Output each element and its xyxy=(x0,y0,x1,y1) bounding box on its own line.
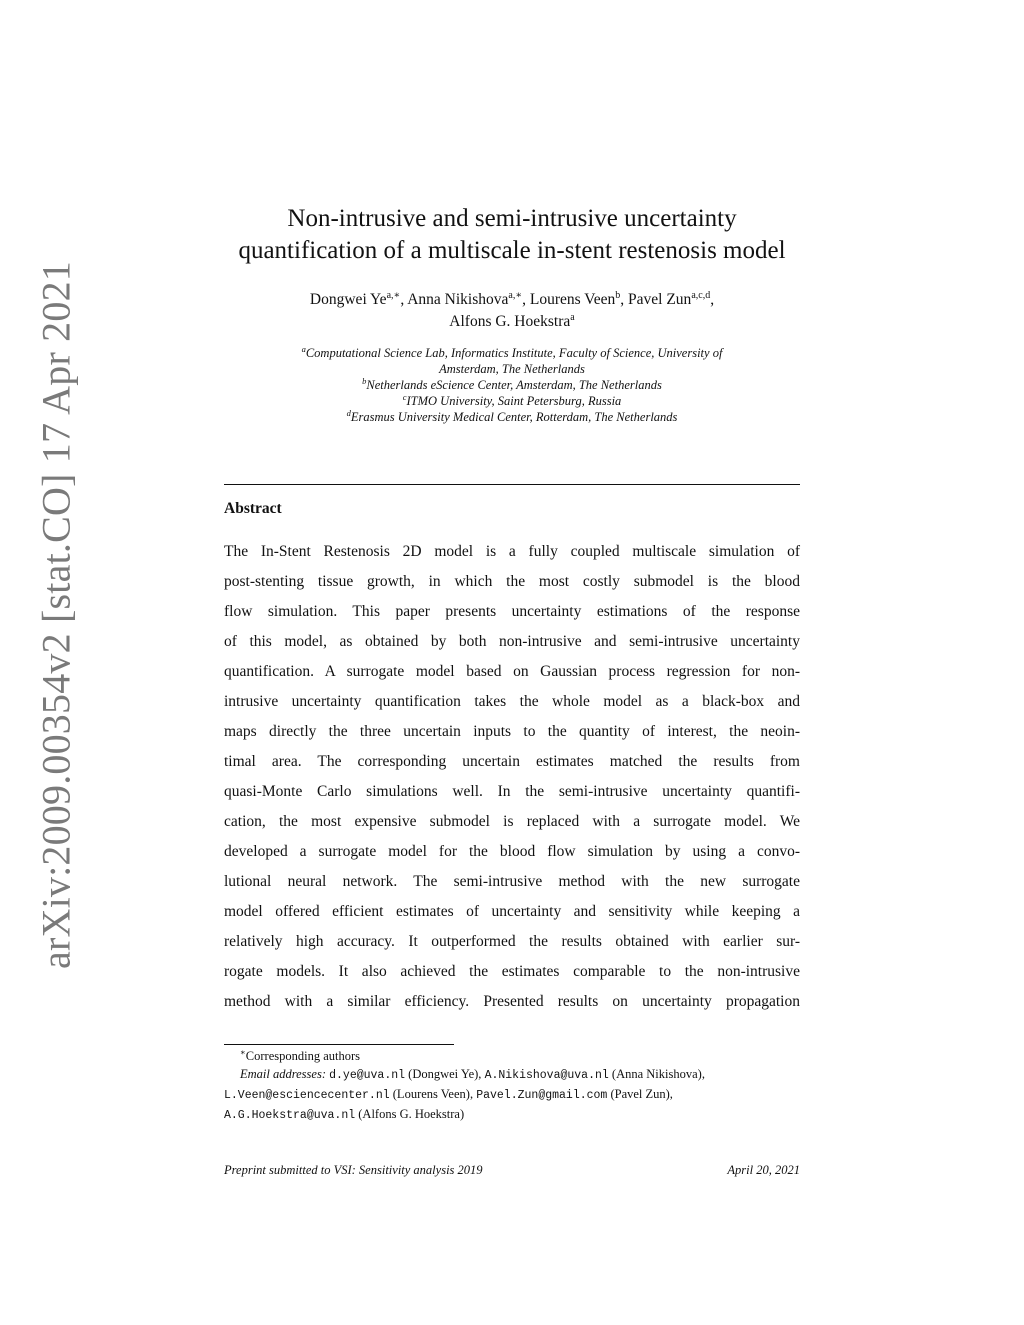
abstract-line: rogate models. It also achieved the estimates comparable to the non-intrusive xyxy=(224,963,800,980)
email-link[interactable]: A.G.Hoekstra@uva.nl xyxy=(224,1109,356,1122)
affiliation-b xyxy=(225,377,799,393)
footnote-emails xyxy=(224,1065,800,1085)
author-name: Alfons G. Hoekstra xyxy=(449,313,571,330)
email-owner: (Alfons G. Hoekstra) xyxy=(355,1107,465,1121)
affiliation-d xyxy=(225,409,799,425)
affiliation-mark: b xyxy=(362,375,367,386)
abstract-line: maps directly the three uncertain inputs to the quantity of interest, the neoin- xyxy=(224,723,800,740)
affiliation-mark: d xyxy=(346,407,351,418)
affiliation-mark: a xyxy=(301,343,306,354)
footnote-emails xyxy=(224,1085,800,1105)
abstract-line: post-stenting tissue growth, in which the most costly submodel is the blood xyxy=(224,573,800,590)
author-name: Anna Nikishova xyxy=(407,291,509,308)
abstract-line: timal area. The corresponding uncertain estimates matched the results from xyxy=(224,753,800,770)
footnotes xyxy=(224,1047,800,1125)
email-owner: (Pavel Zun), xyxy=(607,1087,673,1101)
preprint-date: April 20, 2021 xyxy=(727,1163,800,1177)
email-link[interactable]: L.Veen@esciencecenter.nl xyxy=(224,1089,390,1102)
author-affiliation-mark: b xyxy=(615,289,621,301)
affiliation-a-cont: Amsterdam, The Netherlands xyxy=(439,362,585,376)
author-list xyxy=(200,289,824,333)
abstract-line: quasi-Monte Carlo simulations well. In the semi-intrusive uncertainty quantifi- xyxy=(224,783,800,800)
affiliation-text: Computational Science Lab, Informatics Institute, Faculty of Science, University of xyxy=(305,346,723,360)
email-owner: (Dongwei Ye), xyxy=(405,1067,485,1081)
abstract-line: relatively high accuracy. It outperformed the results obtained with earlier sur- xyxy=(224,933,800,950)
affiliation-text: Netherlands eScience Center, Amsterdam, The Netherlands xyxy=(366,378,662,392)
author-line xyxy=(200,289,824,311)
abstract-line: intrusive uncertainty quantification takes the whole model as a black-box and xyxy=(224,693,800,710)
paper-title xyxy=(150,203,874,267)
arxiv-identifier-stamp[interactable]: arXiv:2009.00354v2 [stat.CO] 17 Apr 2021 xyxy=(33,261,79,969)
title-line: quantification of a multiscale in-stent restenosis model xyxy=(238,237,786,264)
abstract-line: cation, the most expensive submodel is replaced with a surrogate model. We xyxy=(224,813,800,830)
footnote-rule xyxy=(224,1044,454,1045)
abstract-heading: Abstract xyxy=(224,500,282,517)
footnote-mark: ∗ xyxy=(240,1046,246,1057)
email-link[interactable]: A.Nikishova@uva.nl xyxy=(484,1069,609,1082)
author-affiliation-mark: a,c,d xyxy=(691,289,711,301)
author-separator: , xyxy=(522,291,530,308)
email-owner: (Anna Nikishova), xyxy=(608,1067,705,1081)
abstract-top-rule xyxy=(224,484,800,485)
affiliation-mark: c xyxy=(402,391,407,402)
author-name: Lourens Veen xyxy=(529,291,616,308)
author-affiliation-mark: a,∗ xyxy=(508,289,523,301)
abstract-line: developed a surrogate model for the blood flow simulation by using a convo- xyxy=(224,843,800,860)
author-name: Dongwei Ye xyxy=(309,291,387,308)
author-separator: , xyxy=(620,291,629,308)
footnote-emails xyxy=(224,1105,800,1125)
title-line: Non-intrusive and semi-intrusive uncertainty xyxy=(287,205,737,232)
email-owner: (Lourens Veen), xyxy=(389,1087,477,1101)
affiliation-text: ITMO University, Saint Petersburg, Russia xyxy=(406,394,622,408)
footnote-text: Corresponding authors xyxy=(245,1049,361,1063)
abstract-line: method with a similar efficiency. Presented results on uncertainty propagation xyxy=(224,993,800,1010)
author-separator: , xyxy=(710,291,715,308)
abstract-body xyxy=(224,537,800,1017)
abstract-line: quantification. A surrogate model based on Gaussian process regression for non- xyxy=(224,663,800,680)
affiliation-c xyxy=(225,393,799,409)
abstract-line: of this model, as obtained by both non-intrusive and semi-intrusive uncertainty xyxy=(224,633,800,650)
author-separator: , xyxy=(400,291,408,308)
preprint-note: Preprint submitted to VSI: Sensitivity analysis 2019 xyxy=(224,1163,483,1177)
author-affiliation-mark: a xyxy=(570,311,575,323)
email-link[interactable]: d.ye@uva.nl xyxy=(329,1069,406,1082)
author-name: Pavel Zun xyxy=(628,291,692,308)
footnote-corresponding xyxy=(224,1047,800,1065)
email-link[interactable]: Pavel.Zun@gmail.com xyxy=(476,1089,608,1102)
abstract-line: flow simulation. This paper presents uncertainty estimations of the response xyxy=(224,603,800,620)
affiliation-text: Erasmus University Medical Center, Rotterdam, The Netherlands xyxy=(350,410,678,424)
author-line xyxy=(200,311,824,333)
abstract-line: lutional neural network. The semi-intrusive method with the new surrogate xyxy=(224,873,800,890)
affiliation-list xyxy=(225,345,799,425)
email-label: Email addresses: xyxy=(240,1067,326,1081)
abstract-line: The In-Stent Restenosis 2D model is a fully coupled multiscale simulation of xyxy=(224,543,800,560)
author-affiliation-mark: a,∗ xyxy=(386,289,401,301)
affiliation-a xyxy=(225,345,799,361)
abstract-line: model offered efficient estimates of uncertainty and sensitivity while keeping a xyxy=(224,903,800,920)
